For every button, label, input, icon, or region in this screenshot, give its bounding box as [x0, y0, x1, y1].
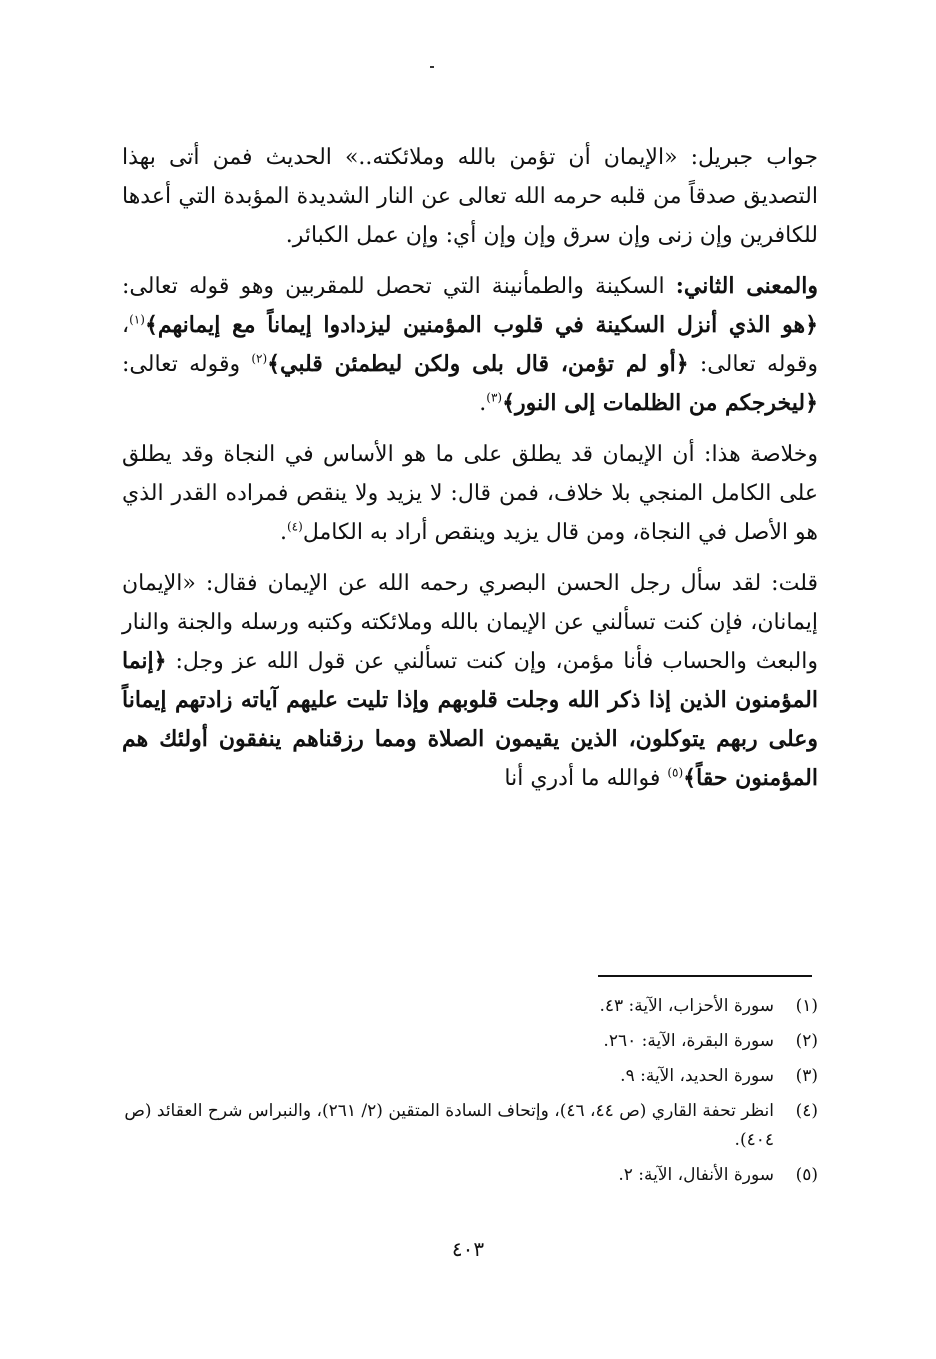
text-run: السكينة والطمأنينة التي تحصل للمقربين وهو قوله تعالى:: [122, 274, 676, 299]
text-run: وخلاصة هذا: أن الإيمان قد يطلق على ما هو الأساس في النجاة وقد يطلق على الكامل المنجي بلا خلاف، فمن قال: لا يزيد ولا ينقص فمراده القدر الذي هو الأصل في النجاة، ومن قال يزيد وينقص أراد به الكامل: [122, 442, 818, 545]
footnote-ref: (١): [129, 312, 145, 327]
quoted-text: ﴿أو لم تؤمن، قال بلى ولكن ليطمئن قلبي﴾: [267, 351, 689, 377]
text-run: .: [479, 391, 487, 416]
text-run: .: [279, 520, 287, 545]
text-run: فوالله ما أدري أنا: [504, 766, 668, 791]
footnotes: [118, 992, 818, 1196]
text-run: قلت: لقد سأل رجل الحسن البصري رحمه الله عن الإيمان فقال: «الإيمان إيمانان، فإن كنت تسألني عن الإيمان بالله وملائكته وكتبه ورسله والجنة والنار والبعث والحساب فأنا مؤمن، وإن كنت تسألني عن قول الله عز وجل:: [122, 571, 818, 674]
paragraph: [122, 435, 818, 552]
footnote-ref: (٢): [251, 351, 268, 366]
footnote-item: [118, 1097, 818, 1155]
footnote-item: [118, 1161, 818, 1190]
paragraph: [122, 267, 818, 423]
paragraph: [122, 564, 818, 798]
footnote-number: (٥): [795, 1165, 818, 1185]
quoted-text: ﴿ليخرجكم من الظلمات إلى النور﴾: [502, 390, 818, 416]
page-number: ٤٠٣: [451, 1237, 485, 1261]
main-text: [122, 138, 818, 810]
footnote-text: سورة البقرة، الآية: ٢٦٠.: [603, 1031, 774, 1051]
footnote-number: (٣): [795, 1066, 818, 1086]
text-run: وقوله تعالى:: [122, 352, 252, 377]
footnote-text: سورة الأنفال، الآية: ٢.: [618, 1165, 774, 1185]
scan-mark: [430, 66, 434, 68]
footnote-text: سورة الأحزاب، الآية: ٤٣.: [599, 996, 774, 1016]
quoted-text: ﴿إنما المؤمنون الذين إذا ذكر الله وجلت قلوبهم وإذا تليت عليهم آياته زادتهم إيماناً وعلى ربهم يتوكلون، الذين يقيمون الصلاة ومما رزقناهم ينفقون أولئك هم المؤمنون حقاً﴾: [122, 648, 818, 791]
quoted-text: والمعنى الثاني:: [675, 273, 818, 299]
text-run: ، وقوله تعالى:: [122, 313, 818, 377]
quoted-text: ﴿هو الذي أنزل السكينة في قلوب المؤمنين ليزدادوا إيماناً مع إيمانهم﴾: [144, 312, 818, 338]
footnote-item: [118, 1062, 818, 1091]
footnote-item: [118, 1027, 818, 1056]
text-run: جواب جبريل: «الإيمان أن تؤمن بالله وملائكته..» الحديث فمن أتى بهذا التصديق صدقاً من قلبه حرمه الله تعالى عن النار الشديدة المؤبدة التي أعدها للكافرين وإن زنى وإن سرق وإن وإن أي: وإن عمل الكبائر.: [122, 145, 818, 248]
footnote-item: [118, 992, 818, 1021]
footnote-number: (١): [795, 996, 818, 1016]
footnote-text: انظر تحفة القاري (ص ٤٤، ٤٦)، وإتحاف السادة المتقين (٢/ ٢٦١)، والنبراس شرح العقائد (ص ٤٠٤).: [124, 1101, 774, 1150]
footnote-ref: (٤): [286, 519, 303, 534]
footnote-ref: (٥): [667, 765, 684, 780]
footnote-divider: [598, 975, 812, 977]
paragraph: [122, 138, 818, 255]
footnote-ref: (٣): [486, 390, 503, 405]
footnote-number: (٤): [795, 1101, 818, 1121]
footnote-text: سورة الحديد، الآية: ٩.: [620, 1066, 774, 1086]
footnote-number: (٢): [795, 1031, 818, 1051]
